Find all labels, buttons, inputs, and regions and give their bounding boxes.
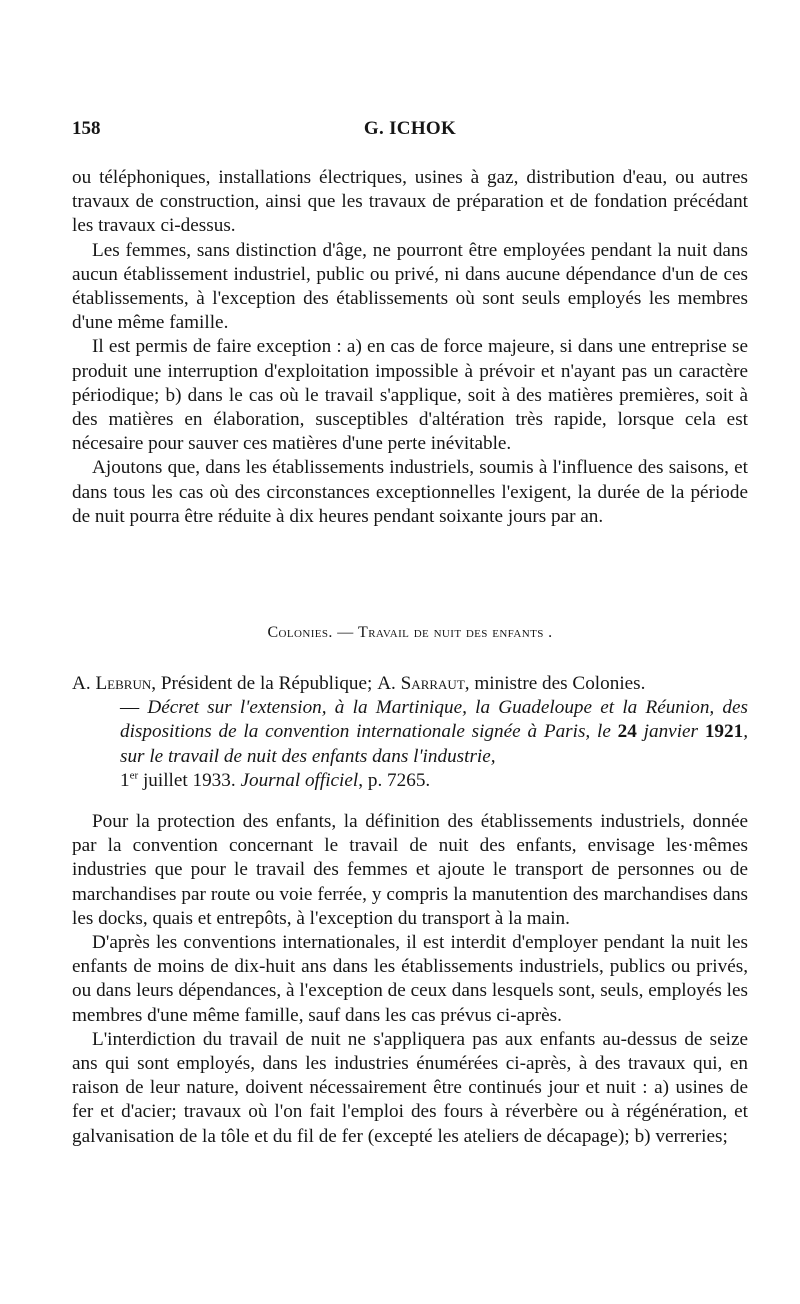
paragraph-conventions: D'après les conventions internationales, il est interdit d'employer pendant la nuit les enfants de moins de dix-huit ans dans les établissements industriels, publics ou privés, ou dans leurs dépendances, à l'exception de ceux dans lesquels sont, seuls, employés les membres d'une même famille, sauf dans les cas prévus ci-après. <box>72 932 748 1026</box>
paragraph-children-protection: Pour la protection des enfants, la définition des établissements industriels, donnée par la convention concernant le travail de nuit des enfants, envisage les·mêmes industries que pour le travail des femmes et ajoute le transport de personnes ou de marchandises par route ou voie ferrée, y compris la manutention des marchandises dans les docks, quais et entrepôts, à l'exception du transport à la main. <box>72 811 748 929</box>
decree-date-day: 24 <box>617 721 637 743</box>
section-heading <box>72 624 748 642</box>
top-text-block <box>72 166 748 529</box>
decree-author-lebrun: A. Lebrun <box>72 673 152 694</box>
decree-author-sarraut: A. Sarraut <box>377 673 465 694</box>
section-heading-dash: — <box>332 624 359 641</box>
paragraph-interdiction: L'interdiction du travail de nuit ne s'appliquera pas aux enfants au-dessus de seize ans qui sont employés, dans les industries énumérées ci-après, à des travaux qui, en raison de leur nature, doivent nécessairement être continués jour et nuit : a) usines de fer et d'acier; travaux où l'on fait l'emploi des fours à réverbère ou à régénération, et galvanisation de la tôle et du fil de fer (excepté les ateliers de décapage); b) verreries; <box>72 1028 748 1147</box>
running-head: G. ICHOK <box>363 118 457 139</box>
decree-page-ref: , p. 7265. <box>358 769 431 791</box>
paragraph-seasonal: Ajoutons que, dans les établissements industriels, soumis à l'influence des saisons, et dans tous les cas où des circonstances exceptionnelles l'exigent, la durée de la période de nuit pourra être réduite à dix heures pendant soixante jours par an. <box>72 457 748 527</box>
decree-pub-day: 1 <box>120 769 130 791</box>
decree-citation <box>72 672 748 793</box>
decree-dash: — <box>120 697 148 719</box>
decree-role-minister: , ministre des Colonies. <box>464 673 646 694</box>
decree-authors <box>72 672 748 696</box>
decree-title-part3: , sur le travail de nuit des enfants dans l'industrie, <box>120 721 748 767</box>
section-heading-colonies: Colonies. <box>267 624 333 641</box>
section-heading-topic: Travail de nuit des enfants . <box>358 624 553 641</box>
paragraph-women-night-work: Les femmes, sans distinction d'âge, ne pourront être employées pendant la nuit dans aucun établissement industriel, public ou privé, ni dans aucune dépendance d'un de ces établissements, à l'exception des établissements où sont seuls employés les membres d'une même famille. <box>72 239 748 334</box>
decree-title-part1: Décret sur l'extension, à la Martinique, la Guadeloupe et la Réunion, des dispositions de la convention internationale signée à Paris, le <box>120 697 749 743</box>
decree-pub-month-year: juillet 1933. <box>138 769 241 791</box>
decree-journal: Journal officiel <box>240 769 359 791</box>
decree-role-president: , Président de la République; <box>151 673 378 694</box>
paragraph-continuation: ou téléphoniques, installations électriques, usines à gaz, distribution d'eau, ou autres travaux de construction, ainsi que les travaux de préparation et de fondation précédant les travaux ci-dessus. <box>72 167 748 237</box>
decree-title <box>72 696 748 793</box>
decree-year: 1921 <box>704 721 744 743</box>
decree-pub-day-suffix: er <box>129 769 139 782</box>
page-header <box>72 118 748 146</box>
bottom-text-block <box>72 810 748 1149</box>
page-number: 158 <box>72 118 101 139</box>
paragraph-exceptions: Il est permis de faire exception : a) en cas de force majeure, si dans une entreprise se produit une interruption d'exploitation impossible à prévoir et n'ayant pas un caractère périodique; b) dans le cas où le travail s'applique, soit à des matières premières, soit à des matières en élaboration, susceptibles d'altération très rapide, lorsque cela est nécesaire pour sauver ces matières d'une perte inévitable. <box>72 336 748 455</box>
decree-title-part2: janvier <box>636 721 705 743</box>
